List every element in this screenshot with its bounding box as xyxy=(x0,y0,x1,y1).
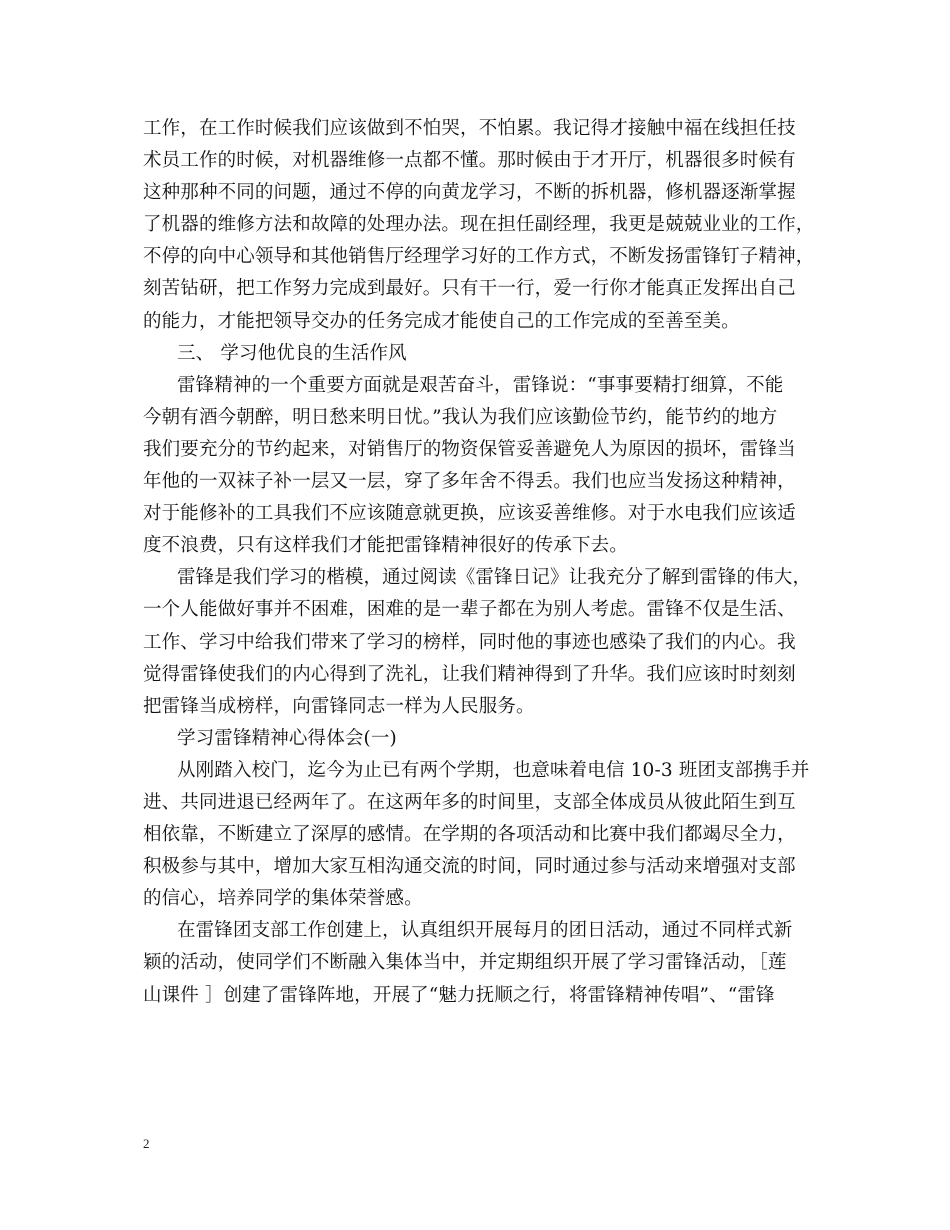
text-line: 工作、学习中给我们带来了学习的榜样，同时他的事迹也感染了我们的内心。我 xyxy=(143,631,796,653)
text-line: 相依靠，不断建立了深厚的感情。在学期的各项活动和比赛中我们都竭尽全力， xyxy=(143,824,796,846)
section-heading: 三、 学习他优良的生活作风 xyxy=(177,342,407,364)
text-line: 术员工作的时候，对机器维修一点都不懂。那时候由于才开厅，机器很多时候有 xyxy=(143,150,796,172)
text-line: 今朝有酒今朝醉，明日愁来明日忧。”我认为我们应该勤俭节约，能节约的地方 xyxy=(143,406,778,428)
page-number: 2 xyxy=(143,1136,150,1151)
text-line: 了机器的维修方法和故障的处理办法。现在担任副经理，我更是兢兢业业的工作， xyxy=(143,214,815,236)
body-text xyxy=(143,113,823,1012)
text-line: 山课件 ］创建了雷锋阵地，开展了“魅力抚顺之行，将雷锋精神传唱”、“雷锋 xyxy=(143,984,775,1006)
text-line: 一个人能做好事并不困难，困难的是一辈子都在为别人考虑。雷锋不仅是生活、 xyxy=(143,599,796,621)
text-line: 的能力，才能把领导交办的任务完成才能使自己的工作完成的至善至美。 xyxy=(143,310,740,332)
section-heading: 学习雷锋精神心得体会(一) xyxy=(177,727,397,749)
text-line: 积极参与其中，增加大家互相沟通交流的时间，同时通过参与活动来增强对支部 xyxy=(143,856,796,878)
text-line: 颖的活动，使同学们不断融入集体当中，并定期组织开展了学习雷锋活动，［莲 xyxy=(143,952,787,974)
text-line: 在雷锋团支部工作创建上，认真组织开展每月的团日活动，通过不同样式新 xyxy=(177,920,793,942)
text-line: 进、共同进退已经两年了。在这两年多的时间里，支部全体成员从彼此陌生到互 xyxy=(143,791,796,813)
text-line: 年他的一双袜子补一层又一层，穿了多年舍不得丢。我们也应当发扬这种精神， xyxy=(143,471,796,493)
text-line: 工作，在工作时候我们应该做到不怕哭，不怕累。我记得才接触中福在线担任技 xyxy=(143,118,796,139)
text-line: 的信心，培养同学的集体荣誉感。 xyxy=(143,888,423,910)
text-line: 这种那种不同的问题，通过不停的向黄龙学习，不断的拆机器，修机器逐渐掌握 xyxy=(143,182,796,204)
text-line: 觉得雷锋使我们的内心得到了洗礼，让我们精神得到了升华。我们应该时时刻刻 xyxy=(143,663,796,685)
text-line: 雷锋精神的一个重要方面就是艰苦奋斗，雷锋说：“事事要精打细算，不能 xyxy=(177,374,784,396)
text-line: 刻苦钻研，把工作努力完成到最好。只有干一行，爱一行你才能真正发挥出自己 xyxy=(143,278,796,300)
text-line: 雷锋是我们学习的楷模，通过阅读《雷锋日记》让我充分了解到雷锋的伟大， xyxy=(177,567,812,589)
text-line: 对于能修补的工具我们不应该随意就更换，应该妥善维修。对于水电我们应该适 xyxy=(143,503,796,525)
text-line: 把雷锋当成榜样，向雷锋同志一样为人民服务。 xyxy=(143,695,535,717)
text-line: 从刚踏入校门，迄今为止已有两个学期，也意味着电信 10-3 班团支部携手并 xyxy=(177,759,810,781)
text-line: 不停的向中心领导和其他销售厅经理学习好的工作方式，不断发扬雷锋钉子精神， xyxy=(143,246,815,268)
text-line: 度不浪费，只有这样我们才能把雷锋精神很好的传承下去。 xyxy=(143,535,628,557)
text-line: 我们要充分的节约起来，对销售厅的物资保管妥善避免人为原因的损坏，雷锋当 xyxy=(143,438,796,460)
